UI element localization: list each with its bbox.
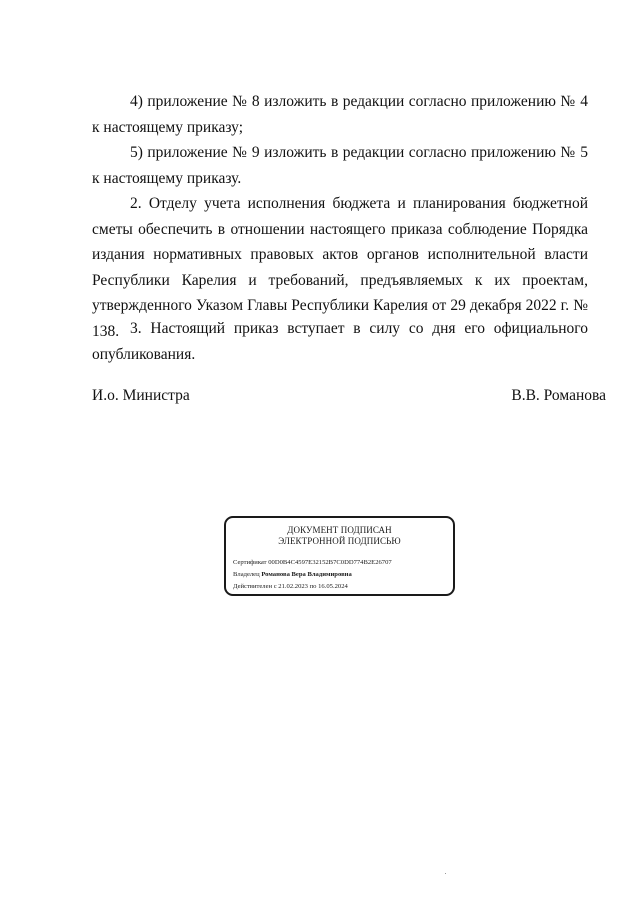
stamp-owner-value: Романова Вера Владимировна bbox=[261, 571, 352, 578]
paragraph-section-3: 3. Настоящий приказ вступает в силу со дня его официального опубликования. bbox=[92, 320, 588, 363]
stamp-validity-to-label: по bbox=[309, 583, 317, 590]
stamp-validity-from: 21.02.2023 bbox=[278, 583, 308, 590]
electronic-signature-stamp bbox=[224, 516, 455, 596]
scan-speck bbox=[445, 873, 446, 874]
stamp-validity bbox=[233, 582, 348, 591]
stamp-certificate bbox=[233, 558, 392, 567]
signatory-name: В.В. Романова bbox=[511, 387, 606, 404]
stamp-validity-label: Действителен bbox=[233, 583, 273, 590]
paragraph-section-2: 2. Отделу учета исполнения бюджета и планирования бюджетной сметы обеспечить в отношении настоящего приказа соблюдение Порядка издания нормативных правовых актов органов исполнительной власти Республики Карелия и требований, предъявляемых к их проектам, утвержденного Указом Главы Республики Карелия от 29 декабря 2022 г. № 138. bbox=[92, 195, 588, 340]
stamp-owner bbox=[233, 570, 352, 579]
paragraph-item-5: 5) приложение № 9 изложить в редакции согласно приложению № 5 к настоящему приказу. bbox=[92, 144, 588, 187]
stamp-validity-from-label: с bbox=[273, 583, 277, 590]
stamp-validity-to: 16.05.2024 bbox=[318, 583, 348, 590]
signatory-position: И.о. Министра bbox=[92, 387, 190, 404]
stamp-certificate-label: Сертификат bbox=[233, 559, 267, 566]
stamp-owner-label: Владелец bbox=[233, 571, 260, 578]
paragraph-item-4: 4) приложение № 8 изложить в редакции согласно приложению № 4 к настоящему приказу; bbox=[92, 93, 588, 136]
stamp-certificate-value: 00D0B4C4597E32152B7C0DD774B2E26707 bbox=[268, 559, 392, 566]
stamp-title-line-2: ЭЛЕКТРОННОЙ ПОДПИСЬЮ bbox=[278, 536, 401, 546]
stamp-title-line-1: ДОКУМЕНТ ПОДПИСАН bbox=[287, 525, 392, 535]
stamp-title bbox=[226, 525, 453, 547]
